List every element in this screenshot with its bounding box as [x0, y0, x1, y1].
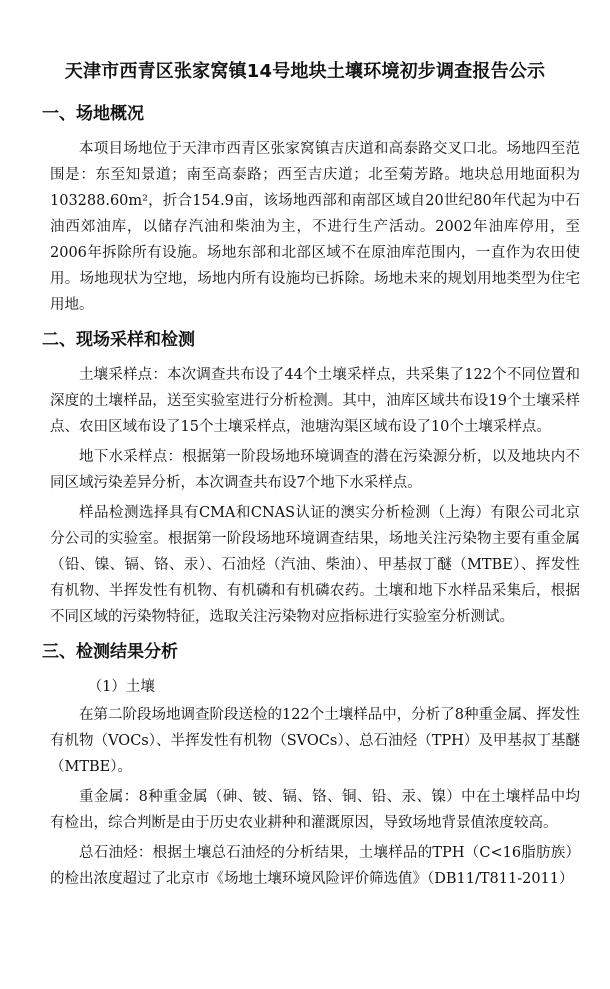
paragraph-soil-sampling-points: 土壤采样点：本次调查共布设了44个土壤采样点，共采集了122个不同位置和深度的土壤样品，送至实验室进行分析检测。其中，油库区域共布设19个土壤采样点、农田区域布设了15个土壤采样点，池塘沟渠区域布设了10个土壤采样点。: [50, 367, 580, 435]
section-heading-field-sampling: 二、现场采样和检测: [42, 330, 195, 350]
section-results-analysis: [42, 638, 580, 892]
section-heading-site-overview: 一、场地概况: [42, 104, 144, 124]
section-heading-results-analysis: 三、检测结果分析: [42, 642, 178, 662]
paragraph-site-overview: 本项目场地位于天津市西青区张家窝镇吉庆道和高泰路交叉口北。场地四至范围是：东至知景道；南至高泰路；西至吉庆道；北至菊芳路。地块总用地面积为103288.60m²，折合154.9亩，该场地西部和南部区域自20世纪80年代起为中石油西郊油库，以储存汽油和柴油为主，不进行生产活动。2002年油库停用，至2006年拆除所有设施。场地东部和北部区域不在原油库范围内，一直作为农田使用。场地现状为空地，场地内所有设施均已拆除。场地未来的规划用地类型为住宅用地。: [50, 141, 580, 313]
paragraph-sample-testing: 样品检测选择具有CMA和CNAS认证的澳实分析检测（上海）有限公司北京分公司的实验室。根据第一阶段场地环境调查结果，场地关注污染物主要有重金属（铅、镍、镉、铬、汞）、石油烃（汽油、柴油）、甲基叔丁醚（MTBE）、挥发性有机物、半挥发性有机物、有机磷和有机磷农药。土壤和地下水样品采集后，根据不同区域的污染物特征，选取关注污染物对应指标进行实验室分析测试。: [50, 505, 580, 625]
paragraph-heavy-metals: 重金属：8种重金属（砷、铍、镉、铬、铜、铅、汞、镍）中在土壤样品中均有检出，综合判断是由于历史农业耕种和灌溉原因，导致场地背景值浓度较高。: [50, 789, 580, 831]
section-field-sampling: [42, 326, 580, 630]
paragraph-total-petroleum-hydrocarbons: 总石油烃：根据土壤总石油烃的分析结果，土壤样品的TPH（C<16脂肪族）的检出浓度超过了北京市《场地土壤环境风险评价筛选值》（DB11/T811-2011）: [50, 845, 580, 887]
section-site-overview: [42, 100, 580, 318]
paragraph-groundwater-sampling-points: 地下水采样点：根据第一阶段场地环境调查的潜在污染源分析，以及地块内不同区域污染差异分析，本次调查共布设7个地下水采样点。: [50, 449, 580, 491]
subheading-soil: （1）土壤: [87, 679, 155, 695]
paragraph-soil-samples-analyzed: 在第二阶段场地调查阶段送检的122个土壤样品中，分析了8种重金属、挥发性有机物（VOCs）、半挥发性有机物（SVOCs）、总石油烃（TPH）及甲基叔丁基醚（MTBE）。: [50, 707, 580, 775]
document-title: 天津市西青区张家窝镇14号地块土壤环境初步调查报告公示: [64, 61, 546, 82]
